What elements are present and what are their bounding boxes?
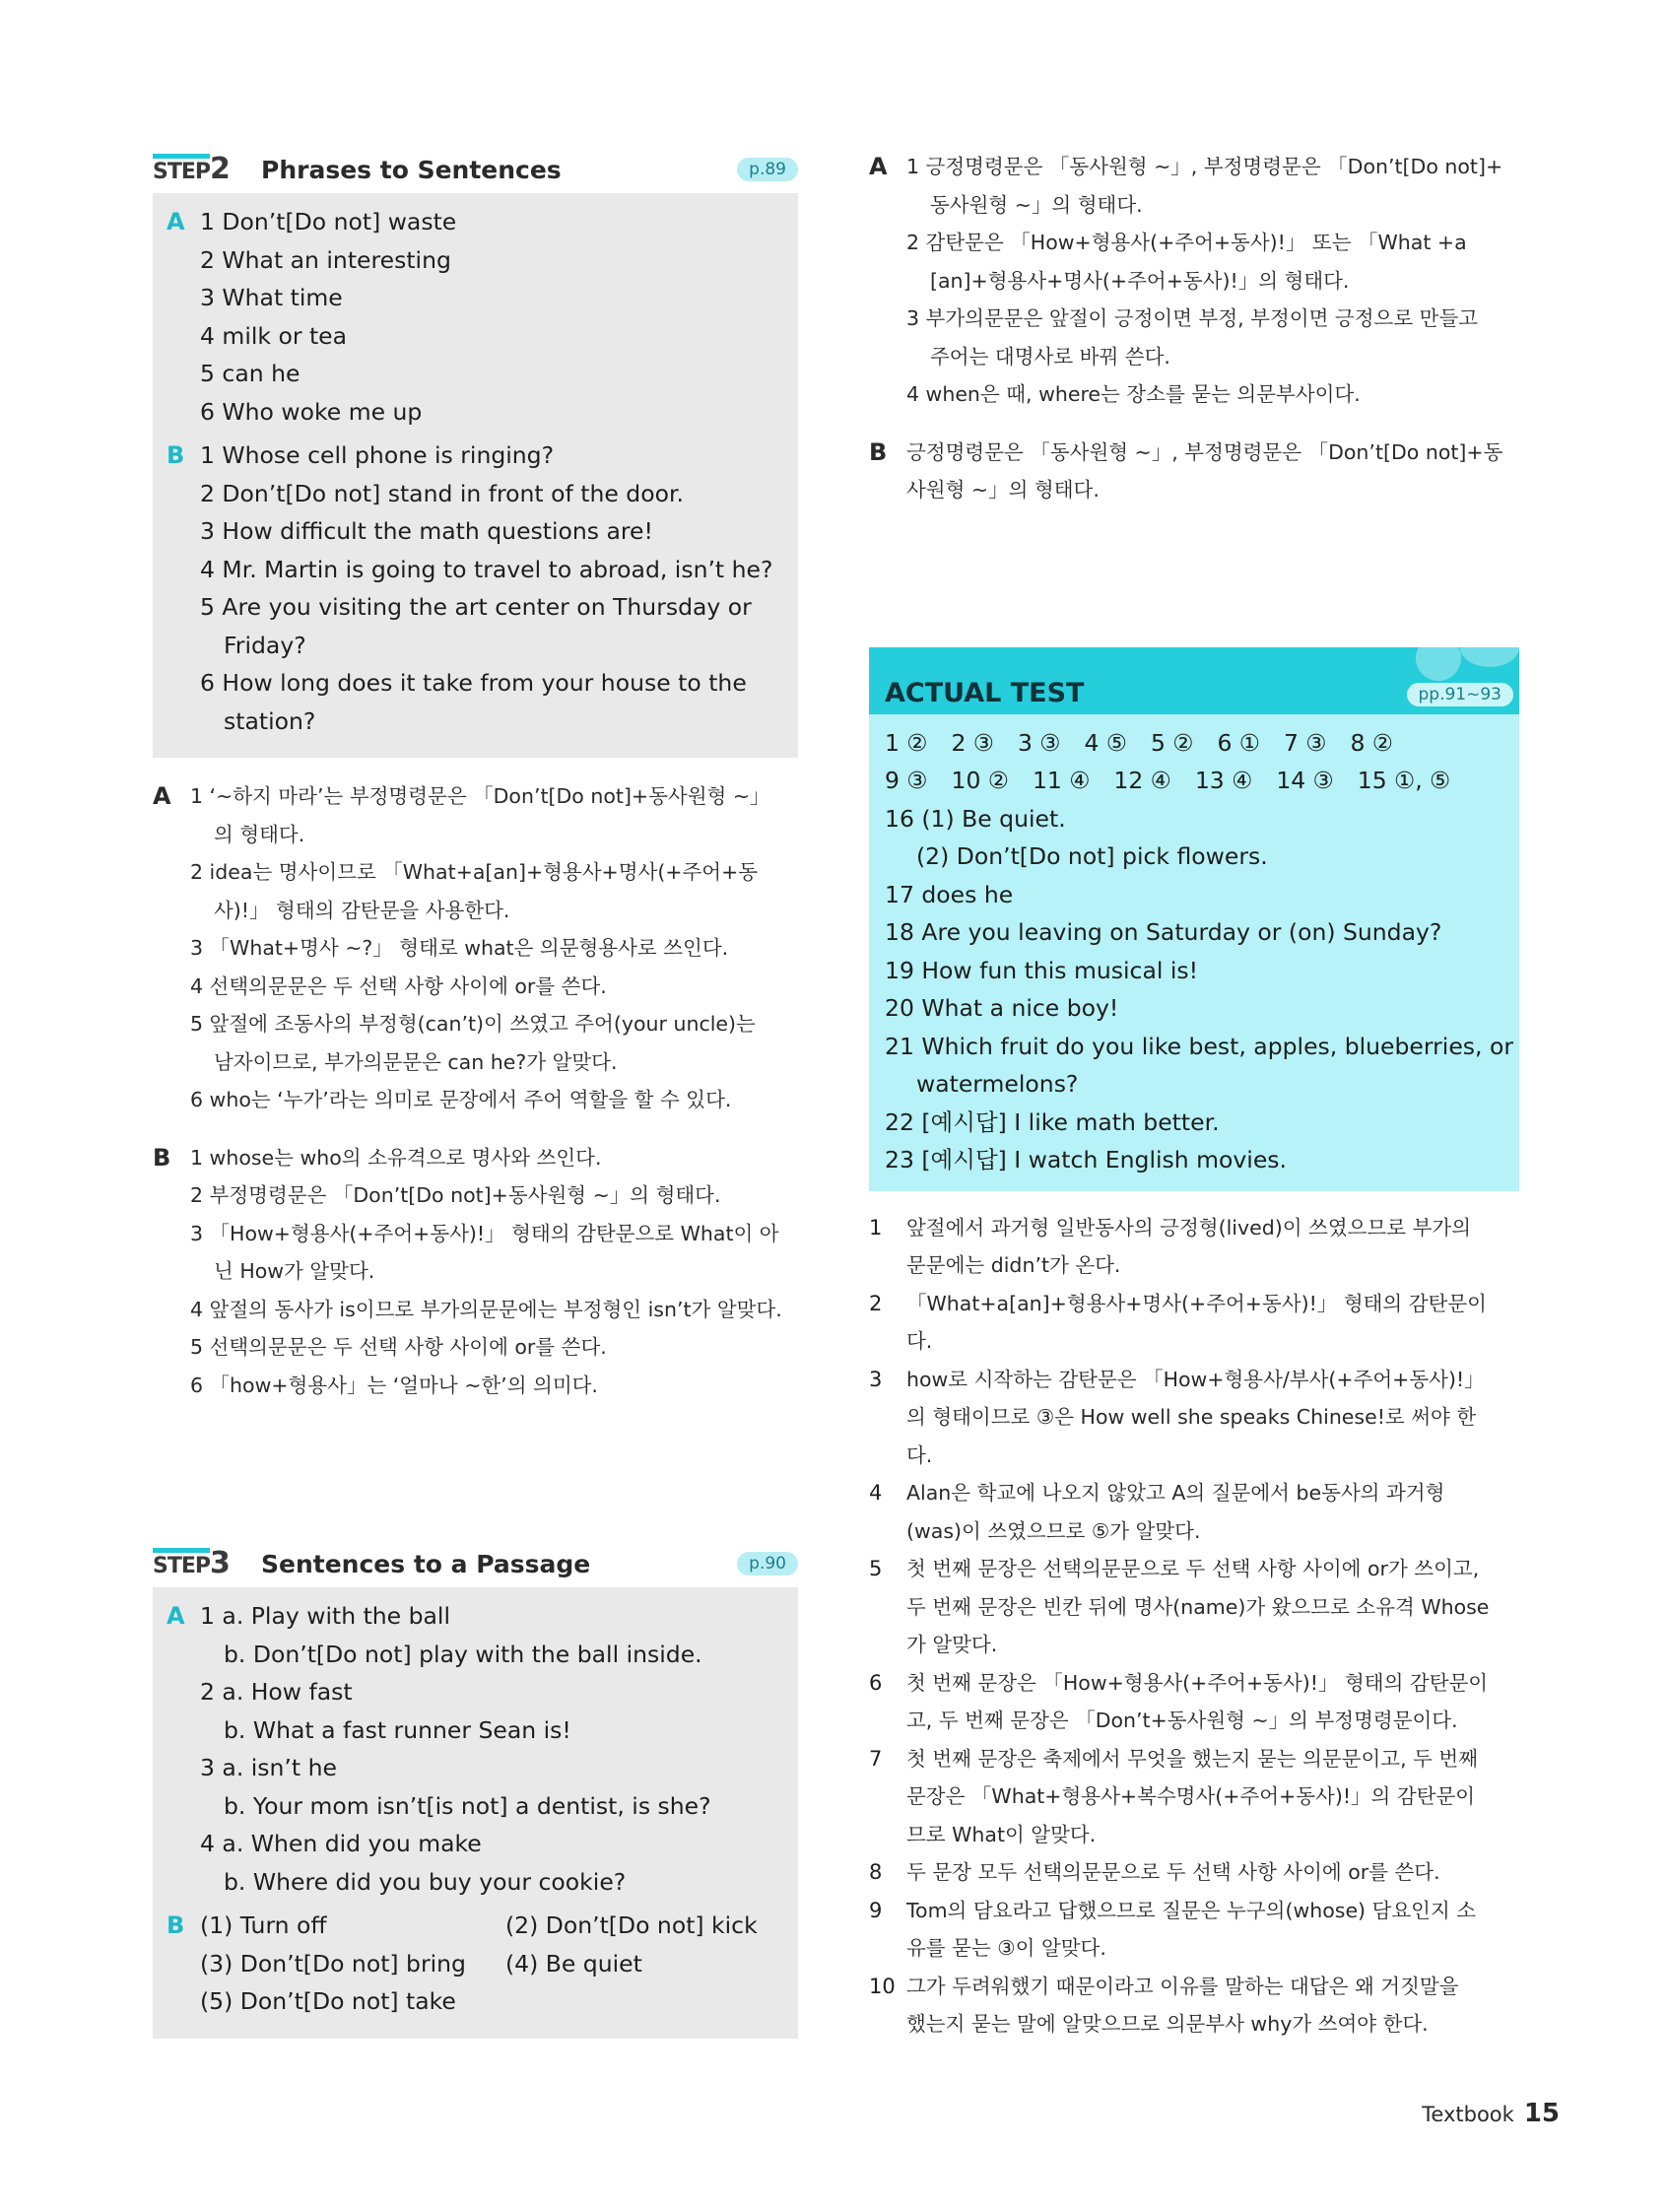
explanation-item — [869, 1361, 1519, 1475]
explanation-line: 사)!」 형태의 감탄문을 사용한다. — [214, 898, 510, 922]
answer-line: 16 (1) Be quiet. — [885, 804, 1066, 833]
answer-line: Friday? — [224, 631, 306, 659]
answer-line: 6 How long does it take from your house to the — [200, 669, 747, 697]
actual-test-page-ref: pp.91~93 — [1407, 683, 1514, 706]
answer-line: 18 Are you leaving on Saturday or (on) Sunday? — [885, 918, 1442, 946]
explanation-line: 그가 두려워했기 때문이라고 이유를 말하는 대답은 왜 거짓말을 — [906, 1974, 1459, 1998]
answer-line: 6 Who woke me up — [200, 397, 423, 426]
step2-badge: STEP2 — [153, 152, 230, 186]
step2-header — [153, 148, 798, 187]
explanation-item — [869, 1209, 1519, 1285]
mc-answer-row — [885, 762, 1503, 800]
explanation-line: 의 형태이므로 ③은 How well she speaks Chinese!로 써야 한 — [906, 1405, 1477, 1429]
mc-answer: 14 ③ — [1276, 767, 1334, 794]
explanation-item — [869, 1892, 1519, 1968]
step2-explanation-a — [153, 777, 798, 1119]
step2-group-a — [167, 203, 780, 431]
explanation-line: 첫 번째 문장은 「How+형용사(+주어+동사)!」 형태의 감탄문이 — [906, 1670, 1489, 1695]
answer-line: (2) Don’t[Do not] kick — [505, 1911, 758, 1939]
mc-answer: 4 ⑤ — [1084, 728, 1127, 757]
explanation-line: 했는지 묻는 말에 알맞으므로 의문부사 why가 쓰여야 한다. — [906, 2012, 1429, 2036]
explanation-line: Alan은 학교에 나오지 않았고 A의 질문에서 be동사의 과거형 — [906, 1481, 1445, 1505]
explanation-line: 1 ‘~하지 마라’는 부정명령문은 「Don’t[Do not]+동사원형 ~」 — [190, 784, 770, 808]
explanation-line: how로 시작하는 감탄문은 「How+형용사/부사(+주어+동사)!」 — [906, 1367, 1485, 1391]
explanation-line: 5 앞절에 조동사의 부정형(can’t)이 쓰였고 주어(your uncle)는 — [190, 1012, 756, 1036]
explanation-line: 긍정명령문은 「동사원형 ~」, 부정명령문은 「Don’t[Do not]+동 — [906, 439, 1503, 464]
page-number: 15 — [1523, 2099, 1560, 2128]
explanation-line: 닌 How가 알맞다. — [214, 1259, 375, 1283]
mc-answer: 7 ③ — [1284, 728, 1327, 757]
explanation-number: 7 — [869, 1746, 883, 1771]
mc-answer: 5 ② — [1151, 728, 1194, 757]
explanation-item — [869, 1968, 1519, 2044]
explanation-number: 10 — [869, 1974, 896, 1998]
step3-header — [153, 1542, 798, 1581]
explanation-line: 6 「how+형용사」는 ‘얼마나 ~한’의 의미다. — [190, 1373, 598, 1397]
explanation-item — [869, 1474, 1519, 1550]
answer-line: 3 a. isn’t he — [200, 1754, 337, 1781]
explanation-letter: A — [153, 782, 171, 810]
answer-line: 4 milk or tea — [200, 321, 348, 350]
step2-group-b — [167, 436, 780, 740]
step3-page-ref: p.90 — [737, 1552, 798, 1575]
answer-line: 20 What a nice boy! — [885, 994, 1119, 1022]
answer-line: 4 a. When did you make — [200, 1830, 482, 1857]
answer-line: 3 How difficult the math questions are! — [200, 517, 653, 545]
answer-line: 17 does he — [885, 880, 1014, 908]
explanation-line: 2 부정명령문은 「Don’t[Do not]+동사원형 ~」의 형태다. — [190, 1183, 721, 1207]
explanation-line: 4 앞절의 동사가 is이므로 부가의문문에는 부정형인 isn’t가 알맞다. — [190, 1297, 782, 1321]
explanation-line: 2 idea는 명사이므로 「What+a[an]+형용사+명사(+주어+동 — [190, 860, 759, 884]
answer-line: (4) Be quiet — [505, 1949, 642, 1977]
explanation-item — [869, 1664, 1519, 1740]
answer-line: (1) Turn off — [200, 1911, 327, 1939]
explanation-line: 문문에는 didn’t가 온다. — [906, 1253, 1121, 1277]
answer-line: 4 Mr. Martin is going to travel to abroad, isn’t he? — [200, 555, 773, 583]
explanation-item — [869, 1740, 1519, 1854]
explanation-line: 4 when은 때, where는 장소를 묻는 의문부사이다. — [906, 382, 1361, 406]
step3-group-b — [167, 1907, 780, 2021]
answer-line: (3) Don’t[Do not] bring — [200, 1949, 466, 1977]
explanation-line: 의 형태다. — [214, 822, 305, 846]
answer-line: 5 Are you visiting the art center on Thursday or — [200, 593, 752, 621]
explanation-line: 5 선택의문문은 두 선택 사항 사이에 or를 쓴다. — [190, 1335, 607, 1359]
explanation-number: 1 — [869, 1215, 883, 1240]
explanation-line: 가 알맞다. — [906, 1633, 998, 1656]
explanation-letter: B — [153, 1143, 171, 1172]
explanation-line: 4 선택의문문은 두 선택 사항 사이에 or를 쓴다. — [190, 973, 607, 998]
mc-answer: 11 ④ — [1032, 767, 1091, 794]
mc-answer: 12 ④ — [1113, 767, 1171, 794]
answer-line: station? — [224, 706, 316, 735]
actual-test-header — [869, 647, 1519, 714]
explanation-line: 첫 번째 문장은 선택의문문으로 두 선택 사항 사이에 or가 쓰이고, — [906, 1557, 1480, 1580]
explanation-line: 앞절에서 과거형 일반동사의 긍정형(lived)이 쓰였으므로 부가의 — [906, 1215, 1471, 1240]
explanation-line: Tom의 담요라고 답했으므로 질문은 누구의(whose) 담요인지 소 — [906, 1898, 1477, 1922]
actual-test-box — [869, 647, 1519, 1191]
step2-page-ref: p.89 — [737, 158, 798, 181]
explanation-line: 「What+a[an]+형용사+명사(+주어+동사)!」 형태의 감탄문이 — [906, 1291, 1487, 1315]
answer-line: 23 [예시답] I watch English movies. — [885, 1146, 1288, 1173]
step3-explanation-a — [869, 148, 1519, 414]
step3-badge: STEP3 — [153, 1546, 230, 1580]
explanation-line: (was)이 쓰였으므로 ⑤가 알맞다. — [906, 1518, 1201, 1543]
explanation-number: 9 — [869, 1898, 883, 1922]
explanation-line: 1 긍정명령문은 「동사원형 ~」, 부정명령문은 「Don’t[Do not]+ — [906, 155, 1503, 178]
explanation-line: 1 whose는 who의 소유격으로 명사와 쓰인다. — [190, 1145, 602, 1170]
step2-answer-box — [153, 193, 798, 758]
explanation-letter: A — [869, 153, 888, 180]
mc-answer-row — [885, 724, 1503, 763]
step3-answer-box — [153, 1587, 798, 2039]
explanation-line: 사원형 ~」의 형태다. — [906, 478, 1100, 502]
answer-line: 19 How fun this musical is! — [885, 956, 1199, 984]
explanation-line: 3 「What+명사 ~?」 형태로 what은 의문형용사로 쓰인다. — [190, 936, 729, 960]
step3-group-a — [167, 1597, 780, 1901]
mc-answer: 9 ③ — [885, 767, 928, 794]
explanation-item — [869, 1853, 1519, 1892]
group-letter: A — [167, 1602, 185, 1630]
explanation-line: 남자이므로, 부가의문문은 can he?가 알맞다. — [214, 1049, 618, 1074]
mc-answer: 8 ② — [1350, 728, 1393, 757]
step2-title: Phrases to Sentences — [261, 156, 562, 184]
explanation-line: 문장은 「What+형용사+복수명사(+주어+동사)!」의 감탄문이 — [906, 1784, 1476, 1808]
mc-answer: 1 ② — [885, 728, 928, 757]
explanation-line: 므로 What이 알맞다. — [906, 1822, 1097, 1846]
page-footer — [1422, 2099, 1560, 2128]
explanation-item — [869, 1285, 1519, 1361]
left-column — [153, 148, 798, 2039]
explanation-line: 첫 번째 문장은 축제에서 무엇을 했는지 묻는 의문문이고, 두 번째 — [906, 1746, 1479, 1771]
answer-line: 21 Which fruit do you like best, apples, blueberries, or — [885, 1032, 1513, 1060]
explanation-line: 3 부가의문문은 앞절이 긍정이면 부정, 부정이면 긍정으로 만들고 — [906, 306, 1479, 330]
answer-line: 22 [예시답] I like math better. — [885, 1107, 1220, 1136]
answer-line: b. Where did you buy your cookie? — [224, 1867, 627, 1896]
group-letter: A — [167, 208, 185, 235]
answer-line: b. Don’t[Do not] play with the ball inside. — [224, 1640, 702, 1668]
group-letter: B — [167, 1911, 185, 1939]
answer-line: watermelons? — [916, 1070, 1079, 1098]
answer-line: 2 What an interesting — [200, 245, 451, 274]
explanation-line: 6 who는 ‘누가’라는 의미로 문장에서 주어 역할을 할 수 있다. — [190, 1088, 732, 1111]
footer-label: Textbook — [1422, 2103, 1514, 2126]
explanation-number: 2 — [869, 1291, 883, 1315]
mc-answer: 10 ② — [951, 767, 1009, 794]
explanation-line: 두 번째 문장은 빈칸 뒤에 명사(name)가 왔으므로 소유격 Whose — [906, 1594, 1490, 1619]
answer-line: (5) Don’t[Do not] take — [200, 1987, 456, 2015]
explanation-line: 2 감탄문은 「How+형용사(+주어+동사)!」 또는 「What +a — [906, 231, 1467, 254]
answer-line: 1 Whose cell phone is ringing? — [200, 441, 555, 469]
bubble-decoration — [1460, 647, 1519, 667]
explanation-line: 3 「How+형용사(+주어+동사)!」 형태의 감탄문으로 What이 아 — [190, 1221, 779, 1245]
answer-line: 1 Don’t[Do not] waste — [200, 208, 457, 235]
answer-line: (2) Don’t[Do not] pick flowers. — [916, 842, 1268, 870]
explanation-item — [869, 1550, 1519, 1664]
group-letter: B — [167, 441, 185, 469]
actual-test-explanations — [869, 1209, 1519, 2044]
explanation-line: 고, 두 번째 문장은 「Don’t+동사원형 ~」의 부정명령문이다. — [906, 1709, 1458, 1732]
explanation-number: 8 — [869, 1860, 883, 1884]
step3-title: Sentences to a Passage — [261, 1550, 591, 1578]
answer-line: 2 a. How fast — [200, 1678, 353, 1706]
explanation-number: 6 — [869, 1670, 883, 1695]
explanation-number: 4 — [869, 1481, 883, 1505]
right-column — [869, 148, 1519, 2044]
explanation-line: 동사원형 ~」의 형태다. — [930, 192, 1143, 217]
actual-test-title: ACTUAL TEST — [885, 677, 1085, 708]
mc-answer: 3 ③ — [1018, 728, 1061, 757]
mc-answer: 2 ③ — [951, 728, 994, 757]
answer-line: b. What a fast runner Sean is! — [224, 1715, 571, 1744]
step2-explanation-b — [153, 1139, 798, 1405]
answer-line: 3 What time — [200, 284, 343, 311]
explanation-number: 3 — [869, 1367, 883, 1391]
explanation-line: 다. — [906, 1329, 933, 1353]
mc-answer: 15 ①, ⑤ — [1357, 767, 1451, 794]
explanation-line: [an]+형용사+명사(+주어+동사)!」의 형태다. — [930, 268, 1350, 293]
answer-line: 5 can he — [200, 360, 300, 387]
answer-line: 2 Don’t[Do not] stand in front of the door. — [200, 479, 684, 507]
mc-answer: 13 ④ — [1194, 767, 1253, 794]
explanation-number: 5 — [869, 1557, 883, 1580]
bubble-decoration — [1416, 647, 1461, 681]
explanation-line: 두 문장 모두 선택의문문으로 두 선택 사항 사이에 or를 쓴다. — [906, 1860, 1440, 1884]
answer-line: b. Your mom isn’t[is not] a dentist, is she? — [224, 1791, 711, 1820]
actual-test-answers — [869, 714, 1519, 1179]
explanation-line: 유를 묻는 ③이 알맞다. — [906, 1936, 1106, 1960]
mc-answer: 6 ① — [1217, 728, 1260, 757]
explanation-letter: B — [869, 437, 888, 466]
answer-line: 1 a. Play with the ball — [200, 1602, 450, 1630]
explanation-line: 주어는 대명사로 바꿔 쓴다. — [930, 344, 1170, 369]
explanation-line: 다. — [906, 1442, 933, 1467]
step3-explanation-b — [869, 434, 1519, 509]
